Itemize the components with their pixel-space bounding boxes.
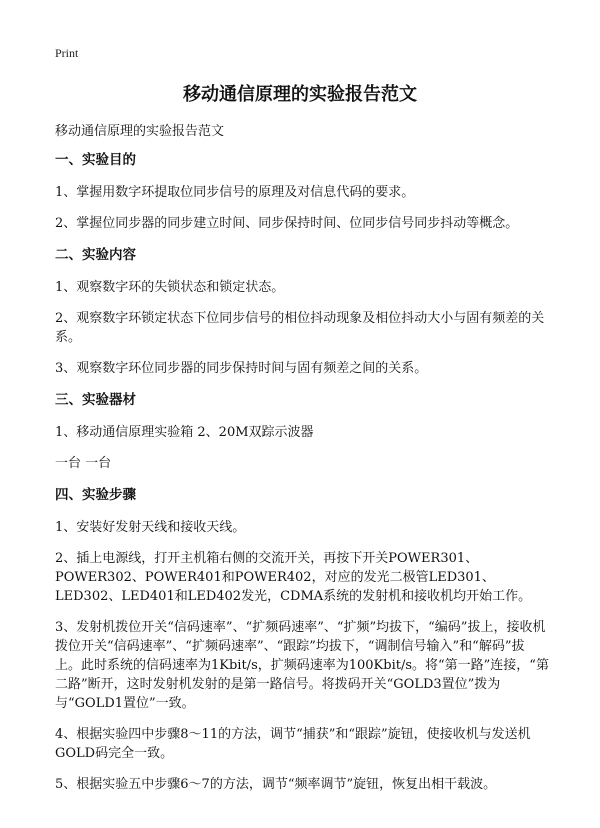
page-title: 移动通信原理的实验报告范文: [183, 84, 417, 105]
print-label[interactable]: Print: [55, 46, 79, 60]
section-heading-equipment: 三、实验器材: [55, 392, 136, 408]
paragraph: 4、根据实验四中步骤8～11的方法，调节“捕获”和“跟踪”旋钮，使接收机与发送机GOLD码完全一致。: [55, 727, 531, 761]
paragraph: 一台 一台: [55, 456, 112, 471]
document-body: [55, 148, 550, 806]
paragraph: 1、安装好发射天线和接收天线。: [55, 520, 246, 535]
section-heading-content: 二、实验内容: [55, 247, 136, 263]
section-heading-steps: 四、实验步骤: [55, 487, 136, 503]
section-heading-purpose: 一、实验目的: [55, 152, 136, 168]
paragraph: 5、根据实验五中步骤6～7的方法，调节“频率调节”旋钮，恢复出相干载波。: [55, 777, 497, 792]
paragraph: 2、插上电源线，打开主机箱右侧的交流开关，再按下开关POWER301、POWER302、POWER401和POWER402，对应的发光二极管LED301、LED302、LED401和LED402发光，CDMA系统的发射机和接收机均开始工作。: [55, 551, 532, 604]
paragraph: 2、掌握位同步器的同步建立时间、同步保持时间、位同步信号同步抖动等概念。: [55, 216, 519, 231]
paragraph: 3、发射机拨位开关“信码速率”、“扩频码速率”、“扩频”均拔下，“编码”拔上，接收机拨位开关“信码速率”、“扩频码速率”、“跟踪”均拔下，“调制信号输入”和“解码”拔上。此时系统的信码速率为1Kbit/s，扩频码速率为100Kbit/s。将“第一路”连接，“第二路”断开，这时发射机发射的是第一路信号。将拨码开关“GOLD3置位”拨为与“GOLD1置位”一致。: [55, 620, 549, 711]
paragraph: 1、观察数字环的失锁状态和锁定状态。: [55, 280, 285, 295]
document-subtitle: 移动通信原理的实验报告范文: [55, 124, 225, 139]
paragraph: 1、移动通信原理实验箱 2、20M双踪示波器: [55, 425, 314, 440]
paragraph: 2、观察数字环锁定状态下位同步信号的相位抖动现象及相位抖动大小与固有频差的关系。: [55, 311, 545, 345]
paragraph: 1、掌握用数字环提取位同步信号的原理及对信息代码的要求。: [55, 185, 415, 200]
paragraph: 3、观察数字环位同步器的同步保持时间与固有频差之间的关系。: [55, 361, 428, 376]
